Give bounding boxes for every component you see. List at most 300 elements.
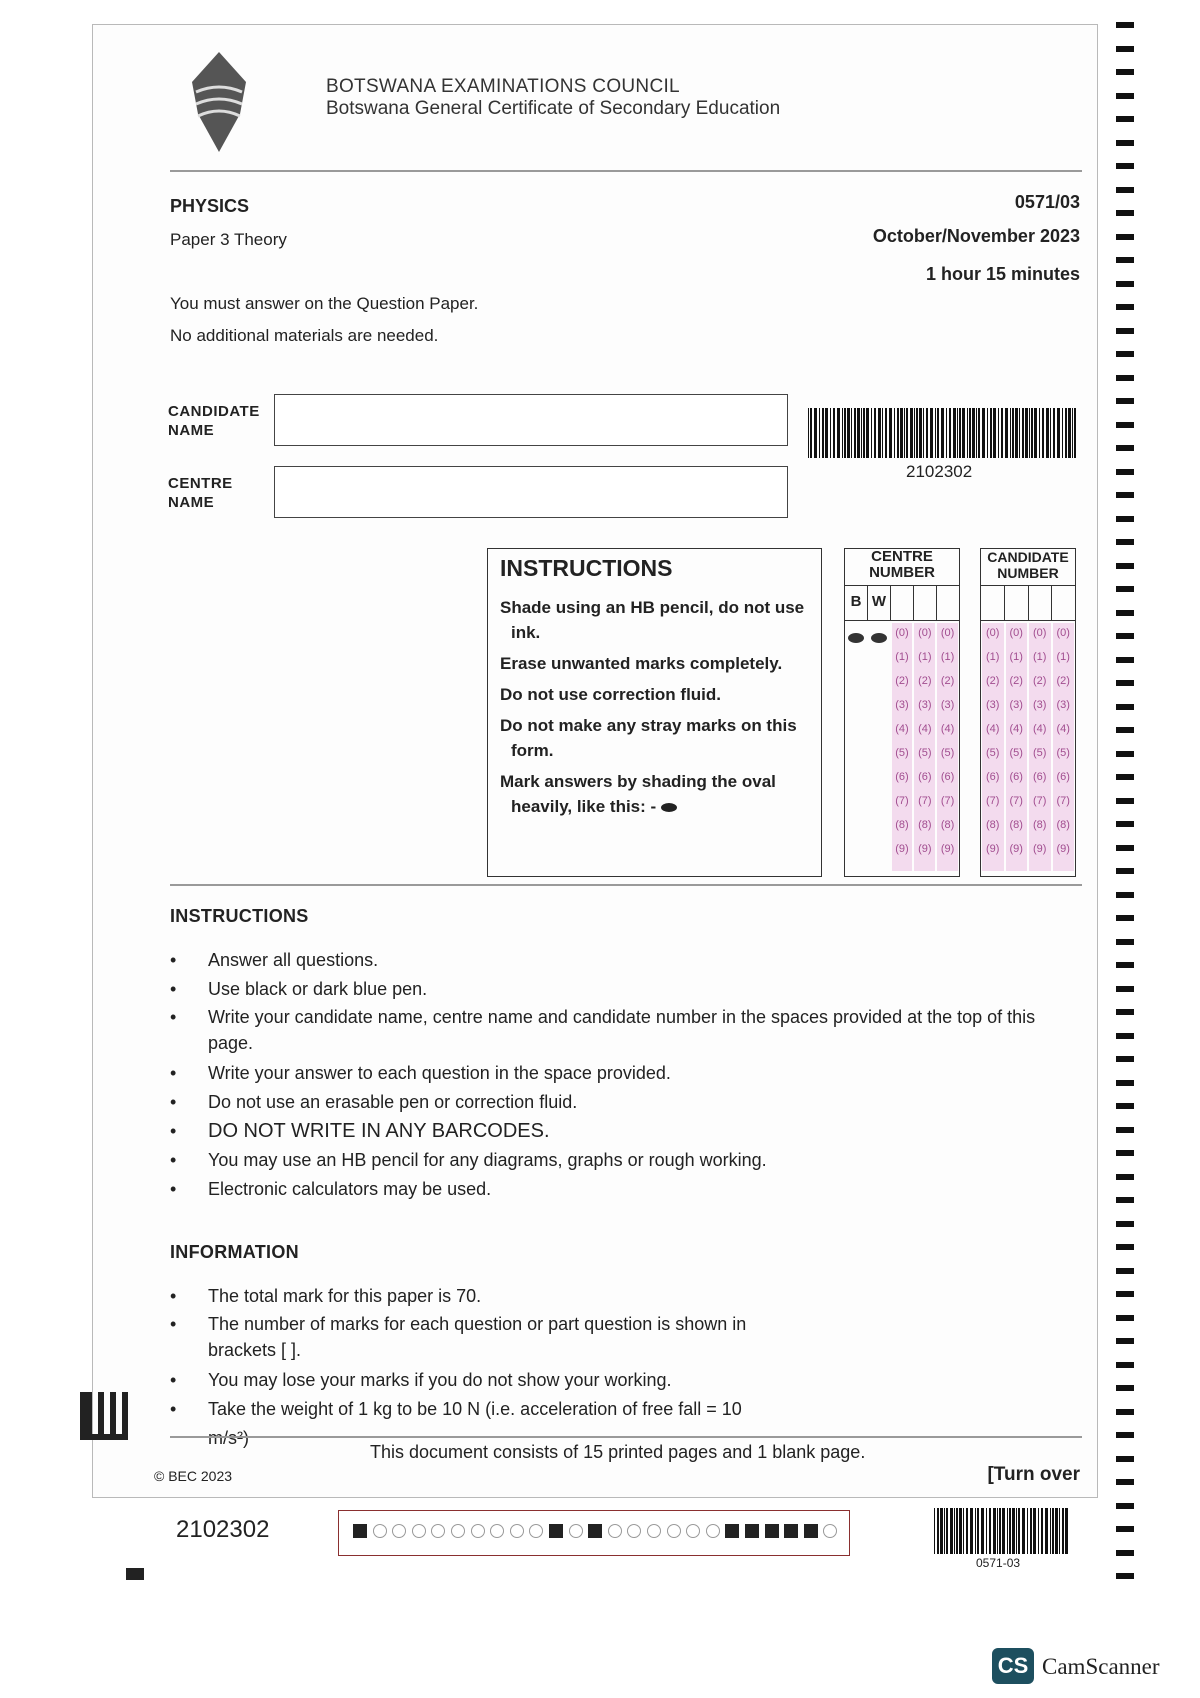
barcode-bar (1033, 1508, 1036, 1554)
candidate-name-label: CANDIDATE NAME (168, 403, 260, 439)
barcode-bar (975, 1508, 976, 1554)
barcode-bar (1039, 408, 1040, 458)
information-item: • The number of marks for each question or part question is shown in brackets [ ]. (170, 1311, 770, 1363)
edge-timing-mark (1116, 1268, 1134, 1274)
barcode-bar (1029, 408, 1030, 458)
barcode-bar (969, 408, 971, 458)
digit-bubble[interactable]: (4) (1033, 723, 1047, 735)
barcode-bar (894, 408, 895, 458)
track-mark-empty (471, 1524, 485, 1538)
barcode-bar (1030, 1508, 1032, 1554)
barcode (808, 408, 1078, 458)
barcode-bar (837, 408, 840, 458)
edge-timing-mark (1116, 751, 1134, 757)
barcode-bar (814, 408, 817, 458)
digit-bubble[interactable]: (1) (1009, 651, 1023, 663)
digit-bubble[interactable]: (9) (1009, 843, 1023, 855)
barcode-bar (830, 408, 831, 458)
barcode-bar (923, 408, 924, 458)
barcode-bar (1012, 408, 1014, 458)
digit-bubble[interactable]: (6) (895, 771, 909, 783)
digit-bubble[interactable]: (1) (895, 651, 909, 663)
digit-bubble[interactable]: (8) (986, 819, 1000, 831)
paper-code: 0571/03 (1014, 192, 1080, 212)
edge-timing-mark (1116, 1244, 1134, 1250)
barcode-bar (963, 1508, 964, 1554)
barcode-bar (1022, 1508, 1025, 1554)
edge-timing-mark (1116, 915, 1134, 921)
digit-bubble[interactable]: (4) (895, 723, 909, 735)
subject-title: PHYSICS (170, 196, 250, 216)
barcode-bar (1038, 1508, 1039, 1554)
shading-instruction: Do not make any stray marks on this form. (500, 716, 797, 760)
edge-timing-mark (1116, 633, 1134, 639)
digit-bubble[interactable]: (6) (1056, 771, 1070, 783)
edge-timing-mark (1116, 774, 1134, 780)
digit-bubble[interactable]: (0) (1056, 627, 1070, 639)
barcode-bar (998, 408, 999, 458)
barcode-bar (900, 408, 903, 458)
digit-bubble[interactable]: (0) (918, 627, 932, 639)
digit-bubble[interactable]: (6) (918, 771, 932, 783)
digit-bubble[interactable]: (7) (895, 795, 909, 807)
camscanner-watermark: CamScanner (1042, 1654, 1160, 1679)
edge-timing-mark (1116, 46, 1134, 52)
barcode-bar (1041, 1508, 1043, 1554)
barcode-bar (987, 408, 988, 458)
centre-name-field[interactable] (274, 466, 788, 518)
barcode-bar (941, 408, 944, 458)
edge-timing-mark (1116, 939, 1134, 945)
digit-bubble[interactable]: (1) (918, 651, 932, 663)
edge-timing-mark (1116, 1573, 1134, 1579)
edge-timing-mark (1116, 116, 1134, 122)
edge-timing-mark (1116, 1103, 1134, 1109)
barcode-bar (916, 408, 918, 458)
barcode-bar (1055, 1508, 1058, 1554)
track-mark-filled (725, 1524, 739, 1538)
camscanner-logo-icon: CS (992, 1648, 1034, 1684)
barcode-bar (950, 1508, 953, 1554)
digit-bubble[interactable]: (5) (1056, 747, 1070, 759)
barcode-bar (878, 408, 881, 458)
centre-digit-cell[interactable] (914, 585, 937, 621)
digit-bubble[interactable]: (0) (895, 627, 909, 639)
shading-instruction: Erase unwanted marks completely. (500, 654, 783, 673)
digit-bubble[interactable]: (9) (1033, 843, 1047, 855)
track-mark-empty (510, 1524, 524, 1538)
barcode-bar (946, 1508, 948, 1554)
edge-timing-mark (1116, 1385, 1134, 1391)
edge-timing-mark (1116, 1009, 1134, 1015)
digit-bubble[interactable]: (4) (1009, 723, 1023, 735)
edge-timing-mark (1116, 868, 1134, 874)
edge-timing-mark (1116, 986, 1134, 992)
information-item: • The total mark for this paper is 70. (170, 1282, 770, 1311)
barcode-bar (962, 408, 965, 458)
instruction-item: • Write your answer to each question in the space provided. (170, 1059, 1050, 1088)
barcode-bar (1074, 408, 1076, 458)
barcode-bar (1046, 408, 1049, 458)
section-rule (170, 884, 1082, 886)
digit-bubble[interactable]: (2) (1009, 675, 1023, 687)
digit-bubble[interactable]: (7) (986, 795, 1000, 807)
barcode-bar (844, 408, 846, 458)
barcode-bar (819, 408, 820, 458)
barcode-bar (1057, 408, 1060, 458)
digit-bubble[interactable]: (7) (1056, 795, 1070, 807)
barcode-bar (1015, 408, 1018, 458)
digit-bubble[interactable]: (9) (1056, 843, 1070, 855)
barcode-bar (1050, 1508, 1051, 1554)
edge-timing-mark (1116, 69, 1134, 75)
barcode-bar (854, 408, 856, 458)
barcode-bar (976, 408, 977, 458)
barcode-bar (953, 408, 956, 458)
barcode-bar (833, 408, 835, 458)
track-mark-empty (490, 1524, 504, 1538)
barcode-bar (1068, 408, 1071, 458)
barcode-bar (1034, 408, 1037, 458)
instruction-item: • You may use an HB pencil for any diagrams, graphs or rough working. (170, 1146, 1050, 1175)
shaded-oval (848, 633, 864, 643)
digit-bubble[interactable]: (3) (1009, 699, 1023, 711)
digit-bubble[interactable]: (1) (986, 651, 1000, 663)
shading-instruction: Do not use correction fluid. (500, 685, 722, 704)
turn-over: [Turn over (987, 1464, 1080, 1485)
digit-bubble[interactable]: (4) (1056, 723, 1070, 735)
timing-track (338, 1510, 850, 1556)
track-mark-empty (392, 1524, 406, 1538)
barcode-bar (981, 1508, 984, 1554)
barcode-bar (949, 408, 951, 458)
edge-timing-mark (1116, 704, 1134, 710)
digit-bubble[interactable]: (0) (940, 627, 955, 639)
barcode-bar (1022, 408, 1024, 458)
track-mark-filled (549, 1524, 563, 1538)
barcode-bar (919, 408, 922, 458)
edge-timing-mark (1116, 1174, 1134, 1180)
candidate-name-field[interactable] (274, 394, 788, 446)
instruction-item: • Answer all questions. (170, 946, 1050, 975)
barcode-bar (885, 408, 887, 458)
barcode-bar (1012, 1508, 1015, 1554)
edge-timing-mark (1116, 1456, 1134, 1462)
barcode-bar (944, 1508, 945, 1554)
barcode-bar (957, 408, 958, 458)
barcode-bar (910, 408, 913, 458)
barcode-bar (897, 408, 899, 458)
certificate-name: Botswana General Certificate of Secondary Education (326, 98, 781, 119)
track-mark-filled (765, 1524, 779, 1538)
digit-bubble[interactable]: (5) (1009, 747, 1023, 759)
candidate-digit-cell[interactable] (981, 585, 1005, 621)
edge-timing-mark (1116, 1432, 1134, 1438)
barcode-bar (1027, 1508, 1028, 1554)
track-mark-empty (373, 1524, 387, 1538)
edge-timing-mark (1116, 445, 1134, 451)
digit-bubble[interactable]: (2) (1056, 675, 1070, 687)
barcode-bar (1052, 1508, 1054, 1554)
barcode-bar (866, 408, 869, 458)
centre-digit-cell[interactable] (891, 585, 914, 621)
barcode-bar (1059, 1508, 1060, 1554)
barcode-bar (990, 408, 992, 458)
digit-bubble[interactable]: (5) (1033, 747, 1047, 759)
digit-bubble[interactable]: (3) (895, 699, 909, 711)
digit-bubble[interactable]: (7) (940, 795, 955, 807)
registration-mark (126, 1568, 144, 1580)
barcode-bar (1016, 1508, 1017, 1554)
barcode-bar (940, 1508, 943, 1554)
barcode-bar (977, 1508, 979, 1554)
digit-bubble[interactable]: (6) (1009, 771, 1023, 783)
barcode-bar (937, 408, 939, 458)
candidate-id: 2102302 (176, 1516, 270, 1543)
small-code: 0571-03 (976, 1556, 1021, 1570)
edge-timing-mark (1116, 93, 1134, 99)
digit-bubble[interactable]: (1) (940, 651, 955, 663)
edge-timing-mark (1116, 1056, 1134, 1062)
edge-timing-mark (1116, 1503, 1134, 1509)
barcode-bar (851, 408, 852, 458)
footer-rule (170, 1436, 1082, 1438)
edge-timing-mark (1116, 1479, 1134, 1485)
barcode-bar (934, 1508, 935, 1554)
answer-note: You must answer on the Question Paper. (170, 294, 479, 313)
edge-timing-mark (1116, 798, 1134, 804)
edge-timing-mark (1116, 1127, 1134, 1133)
digit-bubble[interactable]: (5) (895, 747, 909, 759)
edge-timing-mark (1116, 257, 1134, 263)
edge-timing-mark (1116, 539, 1134, 545)
centre-digit-cell[interactable] (937, 585, 959, 621)
barcode-bar (1062, 1508, 1064, 1554)
edge-timing-mark (1116, 1291, 1134, 1297)
digit-bubble[interactable]: (2) (895, 675, 909, 687)
digit-bubble[interactable]: (4) (918, 723, 932, 735)
digit-bubble[interactable]: (6) (940, 771, 955, 783)
centre-prefix-w: W (868, 585, 891, 621)
barcode-number: 2102302 (906, 462, 973, 481)
paper-name: Paper 3 Theory (170, 230, 287, 249)
barcode-bar (966, 1508, 968, 1554)
edge-timing-mark (1116, 1197, 1134, 1203)
digit-bubble[interactable]: (8) (1056, 819, 1070, 831)
barcode-bar (1019, 408, 1020, 458)
edge-timing-mark (1116, 1338, 1134, 1344)
barcode-bar (857, 408, 860, 458)
barcode-bar (930, 408, 933, 458)
digit-bubble[interactable]: (8) (895, 819, 909, 831)
barcode-bar (1065, 1508, 1068, 1554)
information-title: INFORMATION (170, 1242, 299, 1262)
instruction-item: • Write your candidate name, centre name and candidate number in the spaces provided at the top of this page. (170, 1004, 1050, 1056)
track-mark-empty (823, 1524, 837, 1538)
barcode-bar (982, 408, 985, 458)
barcode-bar (914, 408, 915, 458)
digit-bubble[interactable]: (5) (940, 747, 955, 759)
digit-bubble[interactable]: (4) (940, 723, 955, 735)
information-item: • Take the weight of 1 kg to be 10 N (i.e. acceleration of free fall = 10 m/s²) (170, 1395, 770, 1453)
edge-timing-mark (1116, 1526, 1134, 1532)
barcode-bar (993, 1508, 996, 1554)
digit-bubble[interactable]: (2) (1033, 675, 1047, 687)
centre-number-title: CENTRE NUMBER (869, 548, 935, 581)
barcode-bar (1009, 1508, 1011, 1554)
digit-bubble[interactable]: (6) (986, 771, 1000, 783)
barcode-bar (959, 1508, 962, 1554)
barcode-bar (937, 1508, 939, 1554)
instruction-item: • Use black or dark blue pen. (170, 975, 1050, 1004)
barcode-bar (956, 1508, 958, 1554)
edge-timing-mark (1116, 680, 1134, 686)
digit-bubble[interactable]: (1) (1033, 651, 1047, 663)
track-mark-empty (706, 1524, 720, 1538)
instructions-title: INSTRUCTIONS (170, 906, 309, 926)
candidate-digit-cell[interactable] (1005, 585, 1029, 621)
digit-bubble[interactable]: (5) (986, 747, 1000, 759)
barcode-bar (954, 1508, 955, 1554)
barcode-bar (861, 408, 862, 458)
digit-bubble[interactable]: (9) (918, 843, 932, 855)
barcode-bar (959, 408, 961, 458)
edge-timing-mark (1116, 1080, 1134, 1086)
barcode-bar (847, 408, 850, 458)
shaded-oval (871, 633, 887, 643)
digit-bubble[interactable]: (8) (940, 819, 955, 831)
digit-bubble[interactable]: (8) (1033, 819, 1047, 831)
shading-instructions-title: INSTRUCTIONS (500, 555, 673, 581)
digit-bubble[interactable]: (9) (895, 843, 909, 855)
digit-bubble[interactable]: (4) (986, 723, 1000, 735)
digit-bubble[interactable]: (9) (986, 843, 1000, 855)
barcode-bar (986, 1508, 987, 1554)
digit-bubble[interactable]: (3) (1056, 699, 1070, 711)
exam-session: October/November 2023 (872, 226, 1080, 246)
filled-oval-icon (661, 803, 677, 812)
edge-timing-mark (1116, 163, 1134, 169)
digit-bubble[interactable]: (2) (986, 675, 1000, 687)
shading-instruction: Mark answers by shading the oval heavily, like this: - (500, 772, 776, 816)
track-mark-filled (353, 1524, 367, 1538)
barcode-bar (926, 408, 928, 458)
edge-timing-mark (1116, 1409, 1134, 1415)
barcode-bar (810, 408, 812, 458)
shading-instruction: Shade using an HB pencil, do not use ink. (500, 598, 805, 642)
instruction-item: • Electronic calculators may be used. (170, 1175, 1050, 1204)
digit-bubble[interactable]: (2) (918, 675, 932, 687)
barcode-bar (999, 1508, 1001, 1554)
instruction-item: • Do not use an erasable pen or correction fluid. (170, 1088, 1050, 1117)
information-item: • You may lose your marks if you do not show your working. (170, 1366, 770, 1395)
edge-timing-mark (1116, 351, 1134, 357)
digit-bubble[interactable]: (7) (1009, 795, 1023, 807)
edge-timing-mark (1116, 516, 1134, 522)
barcode-bar (1065, 408, 1067, 458)
edge-timing-mark (1116, 1033, 1134, 1039)
barcode-bar (1031, 408, 1033, 458)
digit-bubble[interactable]: (3) (1033, 699, 1047, 711)
digit-bubble[interactable]: (3) (918, 699, 932, 711)
edge-timing-mark (1116, 727, 1134, 733)
track-mark-empty (431, 1524, 445, 1538)
instruction-item: • DO NOT WRITE IN ANY BARCODES. (170, 1117, 1050, 1146)
barcode-bottom (934, 1508, 1070, 1554)
track-mark-empty (627, 1524, 641, 1538)
edge-timing-mark (1116, 892, 1134, 898)
barcode-bar (1025, 408, 1028, 458)
page-count-note: This document consists of 15 printed pages and 1 blank page. (370, 1442, 866, 1462)
digit-bubble[interactable]: (9) (940, 843, 955, 855)
digit-bubble[interactable]: (8) (1009, 819, 1023, 831)
edge-timing-mark (1116, 469, 1134, 475)
barcode-bar (1001, 408, 1003, 458)
track-mark-empty (608, 1524, 622, 1538)
barcode-bar (1062, 408, 1063, 458)
exam-duration: 1 hour 15 minutes (925, 264, 1080, 284)
copyright: © BEC 2023 (154, 1468, 233, 1484)
digit-bubble[interactable]: (8) (918, 819, 932, 831)
edge-timing-mark (1116, 375, 1134, 381)
barcode-bar (904, 408, 905, 458)
barcode-bar (1053, 408, 1055, 458)
digit-bubble[interactable]: (7) (918, 795, 932, 807)
edge-timing-mark (1116, 610, 1134, 616)
digit-bubble[interactable]: (1) (1056, 651, 1070, 663)
barcode-bar (863, 408, 865, 458)
data-matrix-code (80, 1392, 128, 1440)
digit-bubble[interactable]: (5) (918, 747, 932, 759)
barcode-bar (997, 1508, 998, 1554)
barcode-bar (989, 1508, 991, 1554)
edge-timing-mark (1116, 304, 1134, 310)
digit-bubble[interactable]: (0) (1033, 627, 1047, 639)
track-mark-filled (588, 1524, 602, 1538)
council-name: BOTSWANA EXAMINATIONS COUNCIL (326, 76, 680, 97)
candidate-number-grid (980, 548, 1076, 877)
edge-timing-mark (1116, 1550, 1134, 1556)
edge-timing-mark (1116, 140, 1134, 146)
barcode-bar (946, 408, 947, 458)
digit-bubble[interactable]: (0) (1009, 627, 1023, 639)
barcode-bar (906, 408, 908, 458)
digit-bubble[interactable]: (0) (986, 627, 1000, 639)
barcode-bar (882, 408, 883, 458)
candidate-digit-cell[interactable] (1052, 585, 1075, 621)
edge-timing-mark (1116, 1315, 1134, 1321)
header-rule (170, 170, 1082, 172)
barcode-bar (1018, 1508, 1020, 1554)
candidate-digit-cell[interactable] (1029, 585, 1053, 621)
digit-bubble[interactable]: (3) (986, 699, 1000, 711)
centre-number-grid (844, 548, 960, 877)
digit-bubble[interactable]: (3) (940, 699, 955, 711)
track-mark-empty (529, 1524, 543, 1538)
bec-logo-icon (186, 52, 252, 152)
barcode-bar (825, 408, 828, 458)
digit-bubble[interactable]: (7) (1033, 795, 1047, 807)
track-mark-filled (804, 1524, 818, 1538)
digit-bubble[interactable]: (6) (1033, 771, 1047, 783)
barcode-bar (1010, 408, 1011, 458)
edge-timing-mark (1116, 328, 1134, 334)
track-mark-filled (784, 1524, 798, 1538)
edge-timing-mark (1116, 962, 1134, 968)
digit-bubble[interactable]: (2) (940, 675, 955, 687)
edge-timing-mark (1116, 821, 1134, 827)
edge-timing-mark (1116, 563, 1134, 569)
